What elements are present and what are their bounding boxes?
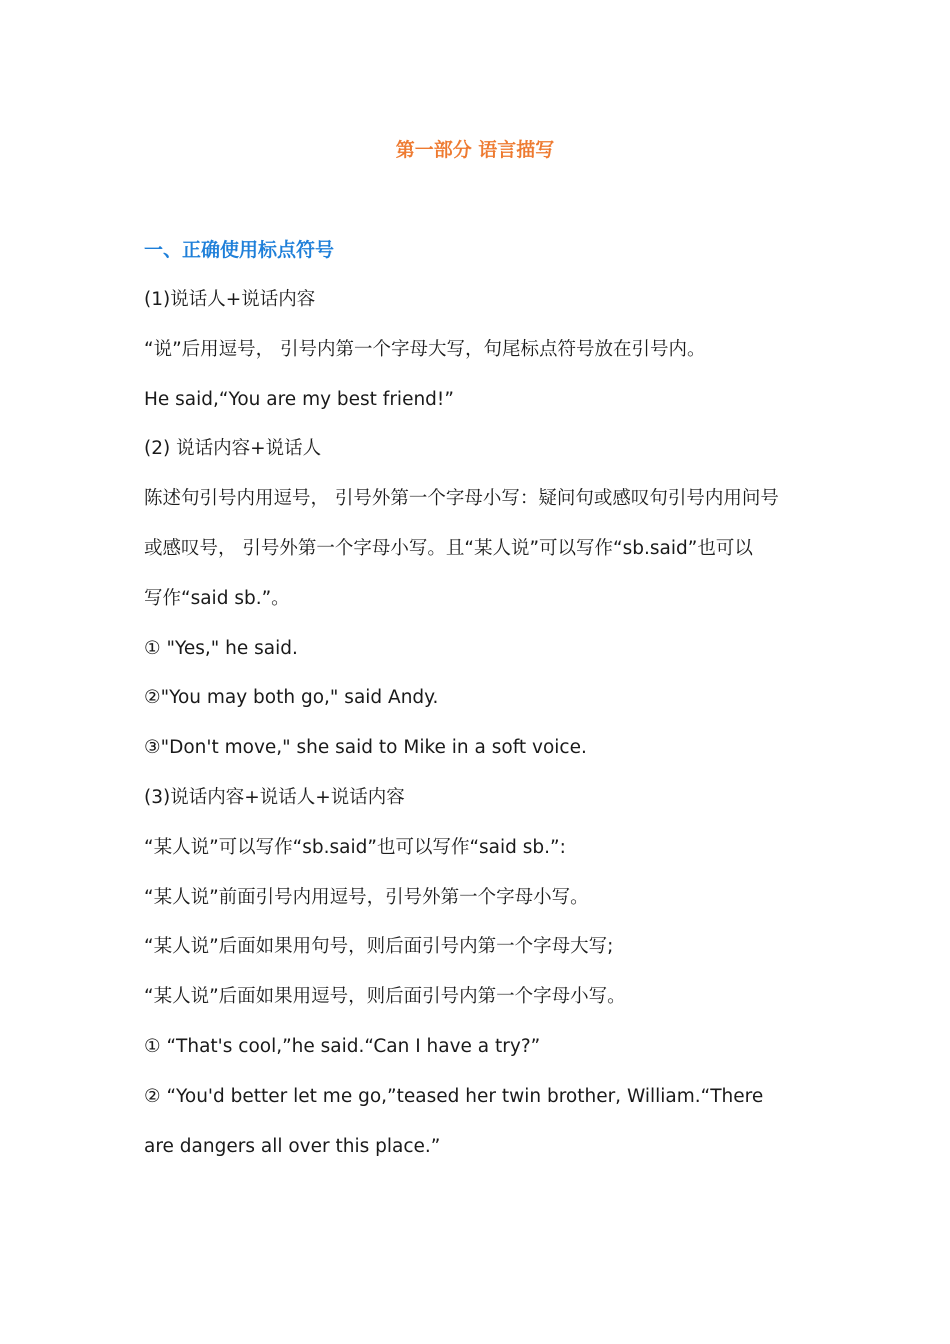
example-text: ②"You may both go," said Andy. <box>144 687 439 709</box>
subheading-2: (2) 说话内容+说话人 <box>144 438 322 460</box>
rule-text: 写作“said sb.”。 <box>144 587 290 609</box>
section-heading: 一、正确使用标点符号 <box>144 239 335 261</box>
rule-text: “某人说”可以写作“sb.said”也可以写作“said sb.”: <box>144 836 566 858</box>
subheading-1: (1)说话人+说话内容 <box>144 289 316 310</box>
rule-text: “说”后用逗号， 引号内第一个字母大写，句尾标点符号放在引号内。 <box>144 338 706 360</box>
example-text: ① "Yes," he said. <box>144 637 298 659</box>
subheading-3: (3)说话内容+说话人+说话内容 <box>144 786 405 808</box>
rule-text: 陈述句引号内用逗号， 引号外第一个字母小写：疑问句或感叹句引号内用问号 <box>144 488 779 510</box>
example-text: are dangers all over this place.” <box>144 1135 441 1157</box>
page-title: 第一部分 语言描写 <box>395 139 555 161</box>
document-body <box>144 286 824 1182</box>
rule-text: 或感叹号， 引号外第一个字母小写。且“某人说”可以写作“sb.said”也可以 <box>144 537 753 559</box>
example-text: He said,“You are my best friend!” <box>144 388 454 410</box>
rule-text: “某人说”后面如果用句号，则后面引号内第一个字母大写; <box>144 936 614 958</box>
rule-text: “某人说”后面如果用逗号，则后面引号内第一个字母小写。 <box>144 986 626 1008</box>
example-text: ① “That's cool,”he said.“Can I have a try?” <box>144 1035 541 1057</box>
rule-text: “某人说”前面引号内用逗号，引号外第一个字母小写。 <box>144 886 589 908</box>
example-text: ③"Don't move," she said to Mike in a soft voice. <box>144 737 587 759</box>
example-text: ② “You'd better let me go,”teased her twin brother, William.“There <box>144 1085 764 1107</box>
